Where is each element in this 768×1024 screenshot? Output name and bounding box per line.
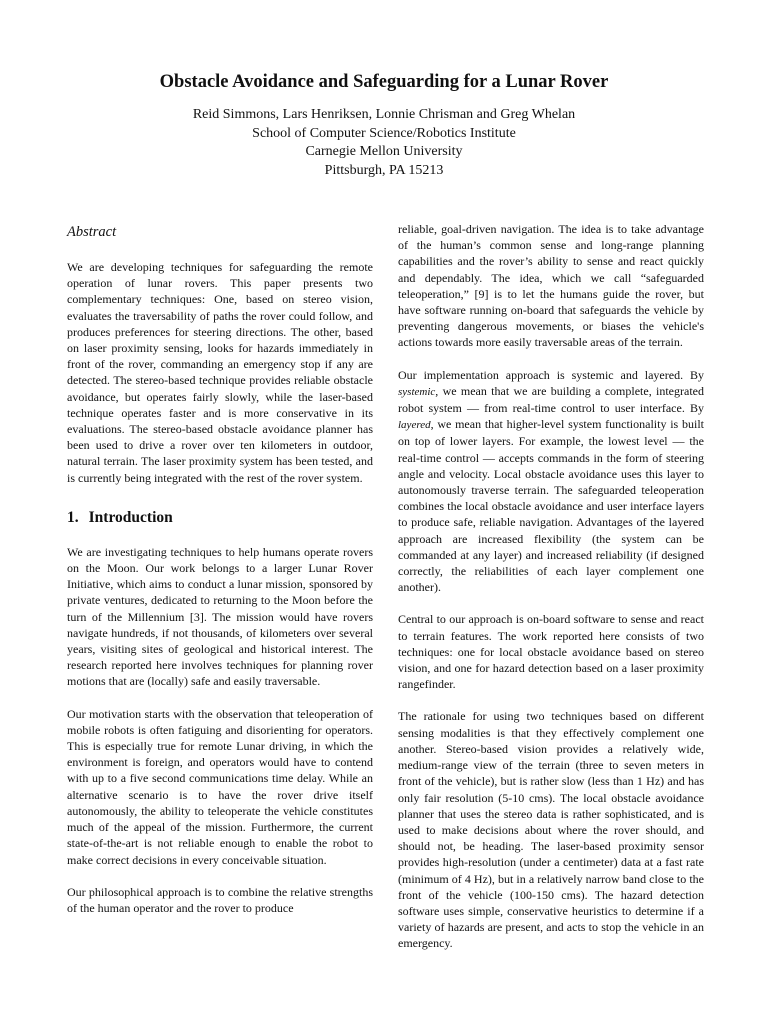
section-title: Introduction bbox=[88, 508, 173, 526]
right-paragraph-3: Central to our approach is on-board software to sense and react to terrain features. The work reported here consists of two techniques: one for local obstacle avoidance based on stereo vision, and one for hazard detection based on a laser proximity rangefinder. bbox=[398, 612, 704, 692]
right-column bbox=[398, 221, 704, 968]
intro-paragraph-2: Our motivation starts with the observation that teleoperation of mobile robots is often fatiguing and disorienting for operators. This is especially true for remote Lunar driving, in which the environment is foreign, and operators would have to contend with up to a five second communications time delay. While an alternative scenario is to have the rover drive itself autonomously, the ability to teleoperate the vehicle constitutes much of the appeal of the mission. Furthermore, the current state-of-the-art is not reliable enough to enable the robot to make correct decisions in every conceivable situation. bbox=[67, 706, 373, 867]
author-block bbox=[0, 106, 768, 180]
left-column bbox=[67, 222, 373, 932]
affiliation-university: Carnegie Mellon University bbox=[305, 144, 463, 160]
emphasis-systemic: systemic bbox=[398, 385, 436, 398]
emphasis-layered: layered bbox=[398, 419, 431, 432]
affiliation-school: School of Computer Science/Robotics Institute bbox=[252, 125, 516, 141]
p2-text-a: Our implementation approach is systemic and layered. By bbox=[398, 367, 704, 382]
p2-text-b: , we mean that we are building a complete, integrated robot system — from real-time control to user interface. By bbox=[398, 383, 704, 416]
right-paragraph-4: The rationale for using two techniques based on different sensing modalities is that they effectively complement one another. Stereo-based vision provides a relatively wide, medium-range view of the terrain (three to seven meters in front of the vehicle), but is rather slow (less than 1 Hz) and has only fair resolution (5-10 cms). The local obstacle avoidance planner that uses the stereo data is rather sophisticated, and is used to make decisions about where the rover should, and should not, be heading. The laser-based proximity sensor provides high-resolution (under a centimeter) data at a fast rate (minimum of 4 Hz), but in a relatively narrow band close to the front of the vehicle (100-150 cms). The hazard detection software uses simple, conservative heuristics to determine if a variety of hazards are present, and acts to stop the vehicle in an emergency. bbox=[398, 709, 704, 951]
abstract-text: We are developing techniques for safeguarding the remote operation of lunar rovers. This paper presents two complementary techniques: One, based on stereo vision, evaluates the traversability of paths the rover could follow, and produces preferences for steering directions. The other, based on laser proximity sensing, looks for hazards immediately in front of the rover, commanding an emergency stop if any are detected. The stereo-based technique provides reliable obstacle avoidance, but operates fairly slowly, while the laser-based technique operates faster and is more conservative in its evaluations. The stereo-based obstacle avoidance planner has been used to drive a rover over ten kilometers in outdoor, natural terrain. The laser proximity system has been tested, and is currently being integrated with the rest of the rover system. bbox=[67, 260, 373, 485]
right-paragraph-2 bbox=[398, 367, 704, 596]
intro-paragraph-1: We are investigating techniques to help humans operate rovers on the Moon. Our work belongs to a larger Lunar Rover Initiative, which aims to conduct a lunar mission, sponsored by private ventures, dedicated to returning to the Moon before the turn of the Millennium [3]. The mission would have rovers navigate hundreds, if not thousands, of kilometers over several years, visiting sites of geological and historical interest. The research reported here involves techniques for planning rover motions that are (locally) safe and easily traversable. bbox=[67, 544, 373, 689]
intro-paragraph-3: Our philosophical approach is to combine the relative strengths of the human operator and the rover to produce bbox=[67, 884, 373, 915]
abstract-heading: Abstract bbox=[67, 224, 117, 240]
author-names: Reid Simmons, Lars Henriksen, Lonnie Chrisman and Greg Whelan bbox=[192, 107, 576, 122]
section-heading-introduction bbox=[67, 508, 373, 528]
affiliation-address: Pittsburgh, PA 15213 bbox=[324, 162, 444, 178]
section-number: 1. bbox=[67, 508, 79, 526]
p2-text-c: , we mean that higher-level system functionality is built on top of lower layers. For example, the lowest level — the real-time control — accepts commands in the form of steering angle and velocity. Local obstacle avoidance uses this layer to autonomously traverse terrain. The safeguarded teleoperation combines the local obstacle avoidance and user interface layers to produce safe, reliable navigation. Advantages of the layered approach are increased flexibility (the system can be commanded at any layer) and increased reliability (if designed correctly, the reliabilities of each layer complement one another). bbox=[398, 417, 704, 595]
right-paragraph-1: reliable, goal-driven navigation. The idea is to take advantage of the human’s common sense and long-range planning capabilities and the rover’s ability to sense and react quickly and dependably. The idea, which we call “safeguarded teleoperation,” [9] is to let the humans guide the rover, but have software running on-board that safeguards the vehicle by preventing dangerous movements, or biases the vehicle's actions towards more easily traversable areas of the terrain. bbox=[398, 222, 704, 350]
paper-title: Obstacle Avoidance and Safeguarding for a Lunar Rover bbox=[159, 72, 609, 92]
